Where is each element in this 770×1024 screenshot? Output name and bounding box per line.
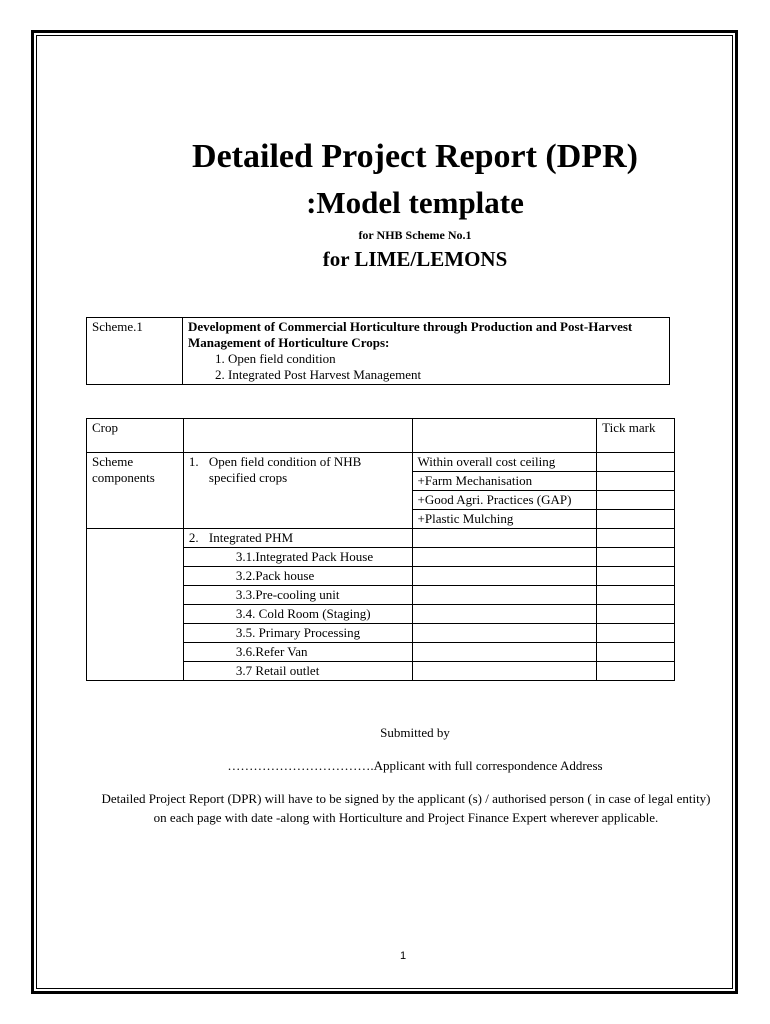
submitted-by: Submitted by [380,725,450,740]
option-empty-cell [412,586,597,605]
tick-cell[interactable] [597,529,675,548]
signature-note: Detailed Project Report (DPR) will have to be signed by the applicant (s) / authorised person ( in case of legal entity) on each page with date -along with Horticulture and Project Finance Expert wherever applicable. [101,791,711,825]
phm-item: 3.3.Pre-cooling unit [183,586,412,605]
crop-table [86,418,675,681]
phm-item: 3.7 Retail outlet [183,662,412,681]
phm-item: 3.1.Integrated Pack House [183,548,412,567]
page-number: 1 [399,950,407,962]
crop-label: Crop [87,419,184,453]
option-empty-cell [412,662,597,681]
components-empty-cell [87,529,184,681]
phm-item: 3.4. Cold Room (Staging) [183,605,412,624]
subtitle-crop: for LIME/LEMONS [322,247,508,271]
tick-cell[interactable] [597,567,675,586]
tick-cell[interactable] [597,586,675,605]
components-label: Scheme components [87,453,184,529]
scheme-label: Scheme.1 [87,318,183,385]
option-empty-cell [412,605,597,624]
scheme-description: Development of Commercial Horticulture through Production and Post-Harvest Management of Horticulture Crops: [188,319,633,350]
scheme-items-list [188,351,664,383]
tick-cell[interactable] [597,491,675,510]
option-empty-cell [412,529,597,548]
component-1-cell [183,453,412,529]
crop-empty-cell [412,419,597,453]
tick-cell[interactable] [597,624,675,643]
component-2-num: 2. [188,530,199,545]
tick-cell[interactable] [597,548,675,567]
tick-cell[interactable] [597,510,675,529]
title-line-2: :Model template [306,185,524,220]
option-empty-cell [412,567,597,586]
scheme-item: 1. Open field condition [228,351,664,367]
tick-cell[interactable] [597,643,675,662]
subtitle-scheme: for NHB Scheme No.1 [358,228,472,242]
scheme-table [86,317,670,385]
option-empty-cell [412,548,597,567]
tick-cell[interactable] [597,662,675,681]
tick-header: Tick mark [597,419,675,453]
option-empty-cell [412,643,597,662]
option-empty-cell [412,624,597,643]
option-row: Within overall cost ceiling [412,453,597,472]
scheme-item: 2. Integrated Post Harvest Management [228,367,664,383]
scheme-description-cell [183,318,670,385]
component-2-label: Integrated PHM [208,530,294,545]
option-row: +Good Agri. Practices (GAP) [412,491,597,510]
tick-cell[interactable] [597,472,675,491]
phm-item: 3.6.Refer Van [183,643,412,662]
component-1-label: Open field condition of NHB specified crops [208,454,362,485]
tick-cell[interactable] [597,453,675,472]
phm-item: 3.2.Pack house [183,567,412,586]
option-row: +Plastic Mulching [412,510,597,529]
option-row: +Farm Mechanisation [412,472,597,491]
applicant-line: …………………………….Applicant with full correspondence Address [227,758,603,773]
title-line-1: Detailed Project Report (DPR) [192,138,638,175]
crop-value-cell [183,419,412,453]
tick-cell[interactable] [597,605,675,624]
component-2-cell [183,529,412,548]
component-1-num: 1. [188,454,199,469]
phm-item: 3.5. Primary Processing [183,624,412,643]
